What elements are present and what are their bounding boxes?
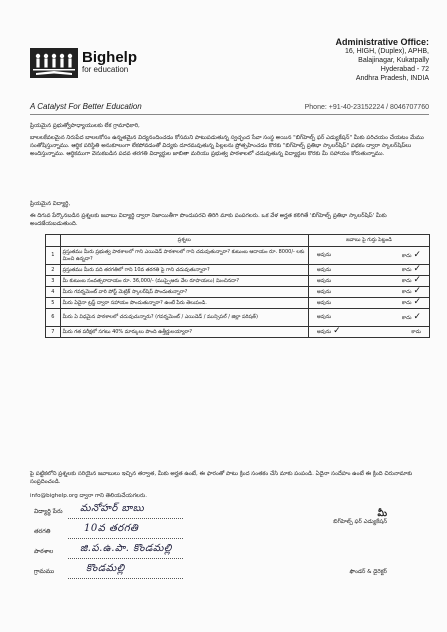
answer-option-label: అవును	[316, 329, 332, 335]
question-text: మీరు గత పరీక్షలో సగటు 40% మార్కులు పొంది ఉత్తీర్ణులయ్యారా?	[60, 327, 308, 338]
answer-option-label: కాదు	[401, 300, 412, 306]
table-row	[46, 287, 430, 298]
intro-paragraph: బాలలకేవలమైన నిరుపేద బాలలకోసం ఉన్నతమైన విద్యనందించడం కోసమని పాటుపడుతున్న స్వచ్ఛంద సేవా సంస్థ అయిన "బిగ్‌హెల్ప్ ఫర్ ఎడ్యుకేషన్" మీకు పరిచయం చేయటం మేము సంతోషిస్తున్నాము. ఆర్థిక పరిస్థితి అనుకూలంగా లేకపోవడంతో విద్యకు దూరమవుతున్న పిల్లలను ప్రోత్సహించడం కొరకు "బిగ్‌హెల్ప్ ప్రతిభా స్కాలర్‌షిప్" పథకం ద్వారా స్కాలర్‌షిప్‌లు అందిస్తున్నాము. ఆర్థికముగా వెనుకబడిన పదవ తరగతి విద్యార్థుల జాబితా మరియు ప్రభుత్వ పాఠశాలలో చదువుతున్న విద్యార్థుల కొరకు మీ సహాయం కోరుతున్నాము.	[30, 135, 424, 157]
question-number: 4	[46, 287, 61, 298]
answer-option-no[interactable]	[402, 288, 421, 296]
answer-option-yes[interactable]	[317, 267, 331, 274]
check-mark-icon: ✓	[413, 275, 421, 285]
header-questions: ప్రశ్నలు	[60, 235, 308, 247]
office-title: Administrative Office:	[335, 37, 429, 47]
table-header-row	[46, 235, 430, 247]
closing-word: మీ	[377, 509, 387, 519]
answer-option-no[interactable]	[411, 329, 421, 336]
question-text: ప్రస్తుతము మీరు ప్రభుత్వ పాఠశాలలో గాని ఎయిడెడ్ పాఠశాలలో గాని చదువుతున్నారా? కుటుంబ ఆదాయం రూ. 8000/- లకు మించి ఉన్నదా?	[60, 247, 308, 265]
answer-cell[interactable]	[308, 247, 429, 265]
answer-option-label: కాదు	[401, 252, 412, 259]
answer-option-no[interactable]	[401, 249, 421, 260]
village-line	[68, 578, 183, 579]
questions-table	[45, 234, 430, 338]
salutation: ప్రియమైన ప్రభుత్వోపాధ్యాయులకు లేక గ్రామాధికారి,	[30, 123, 140, 129]
answer-option-label: అవును	[316, 266, 332, 273]
answer-option-label: కాదు	[401, 314, 412, 321]
question-text: మీరు ఏదైనా ట్రస్ట్ ద్వారా సహాయం పొందుతున్నారా? ఉంటే పేరు తెలుపండి.	[60, 298, 308, 309]
answer-option-no[interactable]	[402, 277, 421, 285]
header-answer: జవాబు పై గుర్తు పెట్టండి	[308, 235, 429, 247]
brand-name: Bighelp	[82, 49, 137, 66]
answer-option-label: కాదు	[401, 289, 412, 295]
class-line	[68, 538, 183, 539]
check-mark-icon: ✓	[413, 297, 421, 307]
header-divider	[30, 114, 429, 115]
answer-options	[311, 288, 427, 296]
village-label: గ్రామము	[34, 568, 55, 575]
answer-option-label: అవును	[316, 277, 332, 284]
check-mark-icon: ✓	[413, 249, 421, 260]
check-mark-icon: ✓	[413, 286, 421, 296]
phone-number: Phone: +91-40-23152224 / 8046707760	[304, 104, 429, 111]
header-num	[46, 235, 61, 247]
answer-option-yes[interactable]	[317, 252, 331, 259]
table-row	[46, 309, 430, 327]
question-number: 3	[46, 276, 61, 287]
question-text: ప్రస్తుతము మీరు పది తరగతిలో గాని 10వ తరగతి పై గాని చదువుతున్నారా?	[60, 265, 308, 276]
question-number: 5	[46, 298, 61, 309]
class-handwritten: 10వ తరగతి	[84, 523, 139, 534]
signature-block	[267, 510, 387, 526]
answer-option-label: అవును	[316, 252, 332, 258]
answer-option-no[interactable]	[402, 266, 421, 274]
closing-paragraph: పై పట్టికలోని ప్రశ్నలకు సరియైన జవాబులు ఇచ్చిన తర్వాత, మీకు అర్హత ఉంటే, ఈ ఫారంతో పాటు క్రింద సంతకం చేసి మాకు పంపండి. ఏదైనా సందేహం ఉంటే ఈ క్రింది చిరునామాకు సంప్రదించండి.	[30, 471, 413, 485]
answer-cell[interactable]	[308, 265, 429, 276]
table-row	[46, 298, 430, 309]
question-number: 2	[46, 265, 61, 276]
answer-option-yes[interactable]	[317, 300, 331, 307]
answer-options	[311, 277, 427, 285]
table-row	[46, 276, 430, 287]
answer-option-label: అవును	[316, 299, 332, 306]
answer-option-label: కాదు	[401, 278, 412, 284]
answer-options	[311, 249, 427, 260]
question-number: 6	[46, 309, 61, 327]
school-label: పాఠశాల	[34, 548, 54, 555]
answer-cell[interactable]	[308, 287, 429, 298]
answer-option-label: అవును	[316, 288, 332, 295]
bighelp-logo	[30, 46, 78, 78]
signature-title: ఫౌండర్ & డైరెక్టర్	[349, 569, 387, 575]
answer-option-yes[interactable]	[317, 328, 341, 336]
school-line	[68, 558, 183, 559]
answer-option-yes[interactable]	[317, 314, 331, 321]
table-row	[46, 265, 430, 276]
office-address	[254, 38, 429, 83]
question-text: మీ కుటుంబ సంవత్సరాదాయం రూ. 36,000/- (ముప్పైఆరు వేల రూపాయలు) మించినదా?	[60, 276, 308, 287]
class-label: తరగతి	[34, 528, 51, 535]
school-handwritten: జి.ప.ఉ.పా. కొండమల్లి	[80, 543, 172, 554]
address-line: Hyderabad - 72	[380, 66, 429, 73]
address-line: 16, HIGH, (Duplex), APHB,	[344, 48, 429, 55]
answer-cell[interactable]	[308, 309, 429, 327]
student-salutation: ప్రియమైన విద్యార్థి,	[30, 201, 71, 207]
question-number: 1	[46, 247, 61, 265]
table-row	[46, 247, 430, 265]
answer-options	[311, 299, 427, 307]
answer-option-no[interactable]	[401, 311, 421, 322]
answer-option-yes[interactable]	[317, 278, 331, 285]
answer-cell[interactable]	[308, 276, 429, 287]
answer-option-no[interactable]	[402, 299, 421, 307]
answer-cell[interactable]	[308, 327, 429, 338]
check-mark-icon: ✓	[413, 311, 421, 322]
table-row	[46, 327, 430, 338]
signature-org: బిగ్‌హెల్ప్ ఫర్ ఎడ్యుకేషన్	[333, 519, 387, 525]
name-handwritten: మనోహర్ బాబు	[80, 503, 145, 514]
brand	[82, 50, 137, 74]
answer-option-label: కాదు	[401, 267, 412, 273]
village-handwritten: కొండమల్లి	[86, 563, 125, 574]
address-line: Andhra Pradesh, INDIA	[355, 75, 429, 82]
question-text: మీరు గవర్నమెంట్ వారి పోస్ట్ మెట్రిక్ స్కాలర్‌షిప్ పొందుతున్నారా?	[60, 287, 308, 298]
tagline: A Catalyst For Better Education	[30, 102, 142, 111]
answer-option-yes[interactable]	[317, 289, 331, 296]
question-text: మీరు ఏ విధమైన పాఠశాలలో చదువుచున్నారు? (గవర్నమెంట్ / ఎయిడెడ్ / మున్సిపల్ / జిల్లా పరిషత్)	[60, 309, 308, 327]
name-label: విద్యార్థి పేరు	[34, 508, 63, 515]
answer-option-label: అవును	[316, 314, 332, 320]
contact-email: info@bighelp.org ద్వారా గాని తెలియచేయగలరు.	[30, 493, 147, 499]
answer-cell[interactable]	[308, 298, 429, 309]
brand-subtitle: for education	[82, 65, 129, 74]
address-line: Balajinagar, Kukatpally	[358, 57, 429, 64]
name-line	[68, 518, 183, 519]
answer-options	[311, 266, 427, 274]
check-mark-icon: ✓	[333, 326, 341, 336]
answer-options	[311, 328, 427, 336]
answer-option-label: కాదు	[411, 328, 421, 335]
instructions-paragraph: ఈ దిగువ పేర్కొనబడిన ప్రశ్నలకు జవాబు విద్యార్థి ద్వారా నిజాయితీగా పొందుపరచి తిరిగి మాకు పంపగలరు. ఒక వేళ అర్హత కలిగితే 'బిగ్‌హెల్ప్ ప్రతిభా స్కాలర్‌షిప్' మీకు అందజేయబడుతుంది.	[30, 213, 387, 227]
question-number: 7	[46, 327, 61, 338]
check-mark-icon: ✓	[413, 264, 421, 274]
answer-options	[311, 311, 427, 322]
